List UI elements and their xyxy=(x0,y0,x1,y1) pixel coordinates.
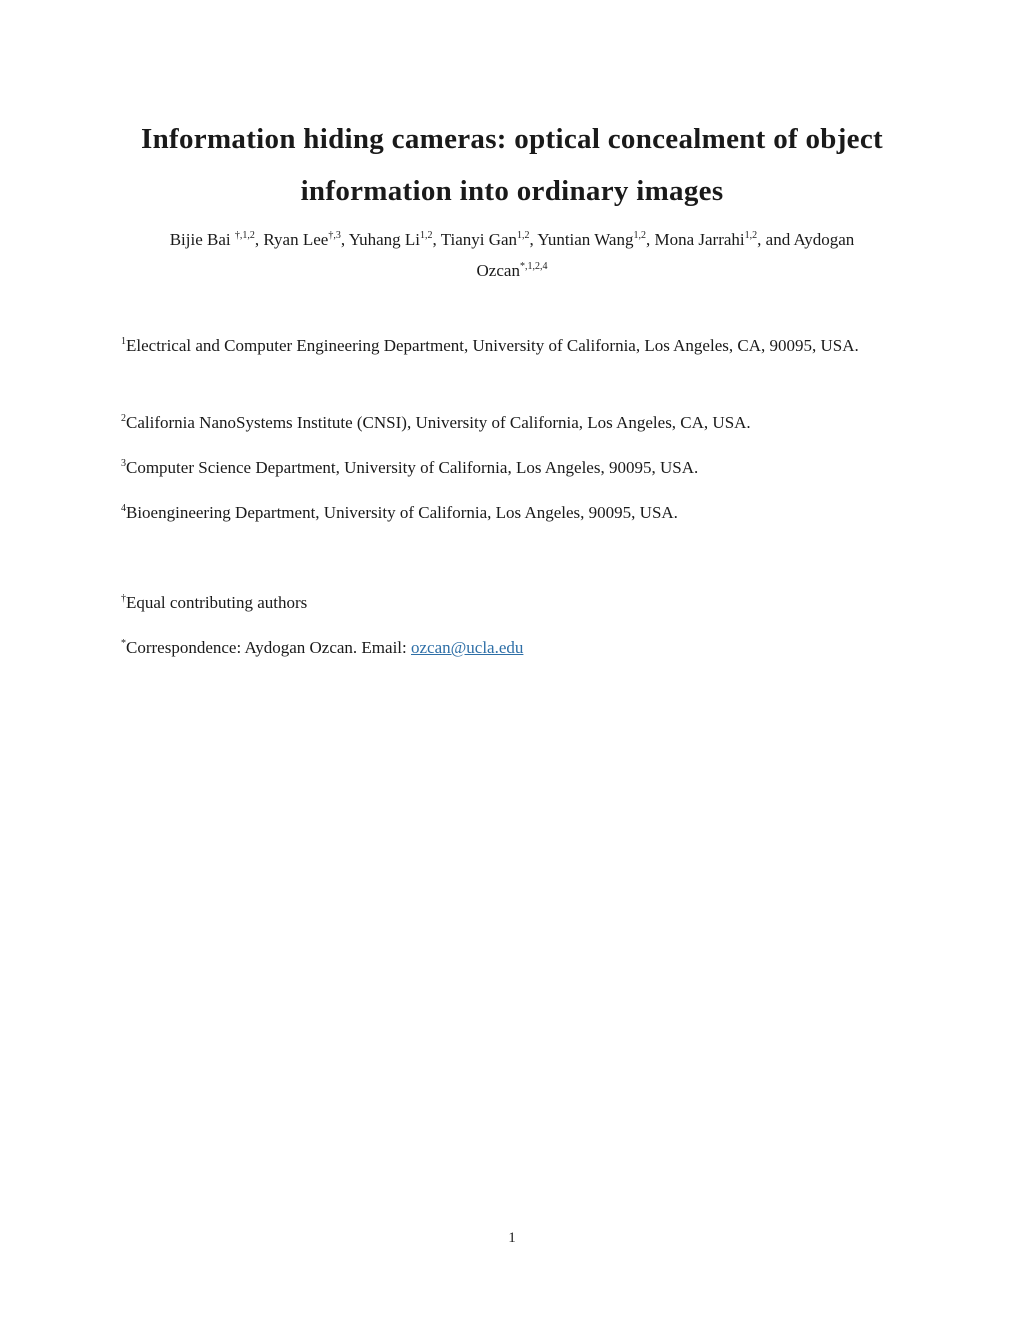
author-affiliation-marks: *,1,2,4 xyxy=(519,261,548,272)
author-separator: , and Aydogan xyxy=(757,230,855,249)
email-link[interactable]: ozcan@ucla.edu xyxy=(411,638,524,657)
dagger-mark: † xyxy=(121,593,126,604)
author-separator: , xyxy=(340,230,349,249)
affiliation-4 xyxy=(121,497,911,528)
author-affiliation-marks: †,3 xyxy=(328,230,341,241)
author-list xyxy=(110,224,914,286)
author-name: Yuhang Li xyxy=(348,230,420,249)
affiliation-mark: 2 xyxy=(121,413,126,424)
page-number: 1 xyxy=(508,1230,516,1246)
author-name: Ozcan xyxy=(476,261,520,280)
correspondence-note xyxy=(121,632,911,663)
affiliation-text: Bioengineering Department, University of California, Los Angeles, 90095, USA. xyxy=(126,503,678,522)
affiliation-text: California NanoSystems Institute (CNSI), University of California, Los Angeles, CA, USA. xyxy=(126,413,751,432)
affiliation-3 xyxy=(121,452,911,483)
author-separator: , xyxy=(254,230,264,249)
asterisk-mark: * xyxy=(121,638,126,649)
author-affiliation-marks: 1,2 xyxy=(744,230,758,241)
author-affiliation-marks: 1,2 xyxy=(633,230,646,241)
affiliation-1 xyxy=(121,330,911,361)
author-affiliation-marks: †,1,2 xyxy=(234,230,255,241)
author-name: Tianyi Gan xyxy=(440,230,518,249)
author-affiliation-marks: 1,2 xyxy=(517,230,530,241)
affiliation-2 xyxy=(121,407,911,438)
affiliation-text: Computer Science Department, University of California, Los Angeles, 90095, USA. xyxy=(126,458,699,477)
affiliation-mark: 4 xyxy=(121,503,126,514)
title-line-1: Information hiding cameras: optical concealment of object xyxy=(141,123,883,155)
author-separator: , xyxy=(645,230,655,249)
title-line-2: information into ordinary images xyxy=(300,175,724,207)
author-name: Mona Jarrahi xyxy=(654,230,745,249)
equal-contribution-text: Equal contributing authors xyxy=(126,593,308,612)
affiliation-mark: 3 xyxy=(121,458,126,469)
correspondence-text: Correspondence: Aydogan Ozcan. Email: xyxy=(126,638,411,657)
affiliation-mark: 1 xyxy=(121,336,126,347)
paper-title xyxy=(0,113,1024,217)
author-affiliation-marks: 1,2 xyxy=(419,230,433,241)
author-name: Yuntian Wang xyxy=(537,230,634,249)
author-name: Ryan Lee xyxy=(263,230,329,249)
equal-contribution-note xyxy=(121,587,911,618)
author-separator: , xyxy=(529,230,538,249)
author-name: Bijie Bai xyxy=(169,230,235,249)
affiliation-text: Electrical and Computer Engineering Department, University of California, Los Angeles, CA, 90095, USA. xyxy=(126,336,859,355)
author-separator: , xyxy=(432,230,441,249)
